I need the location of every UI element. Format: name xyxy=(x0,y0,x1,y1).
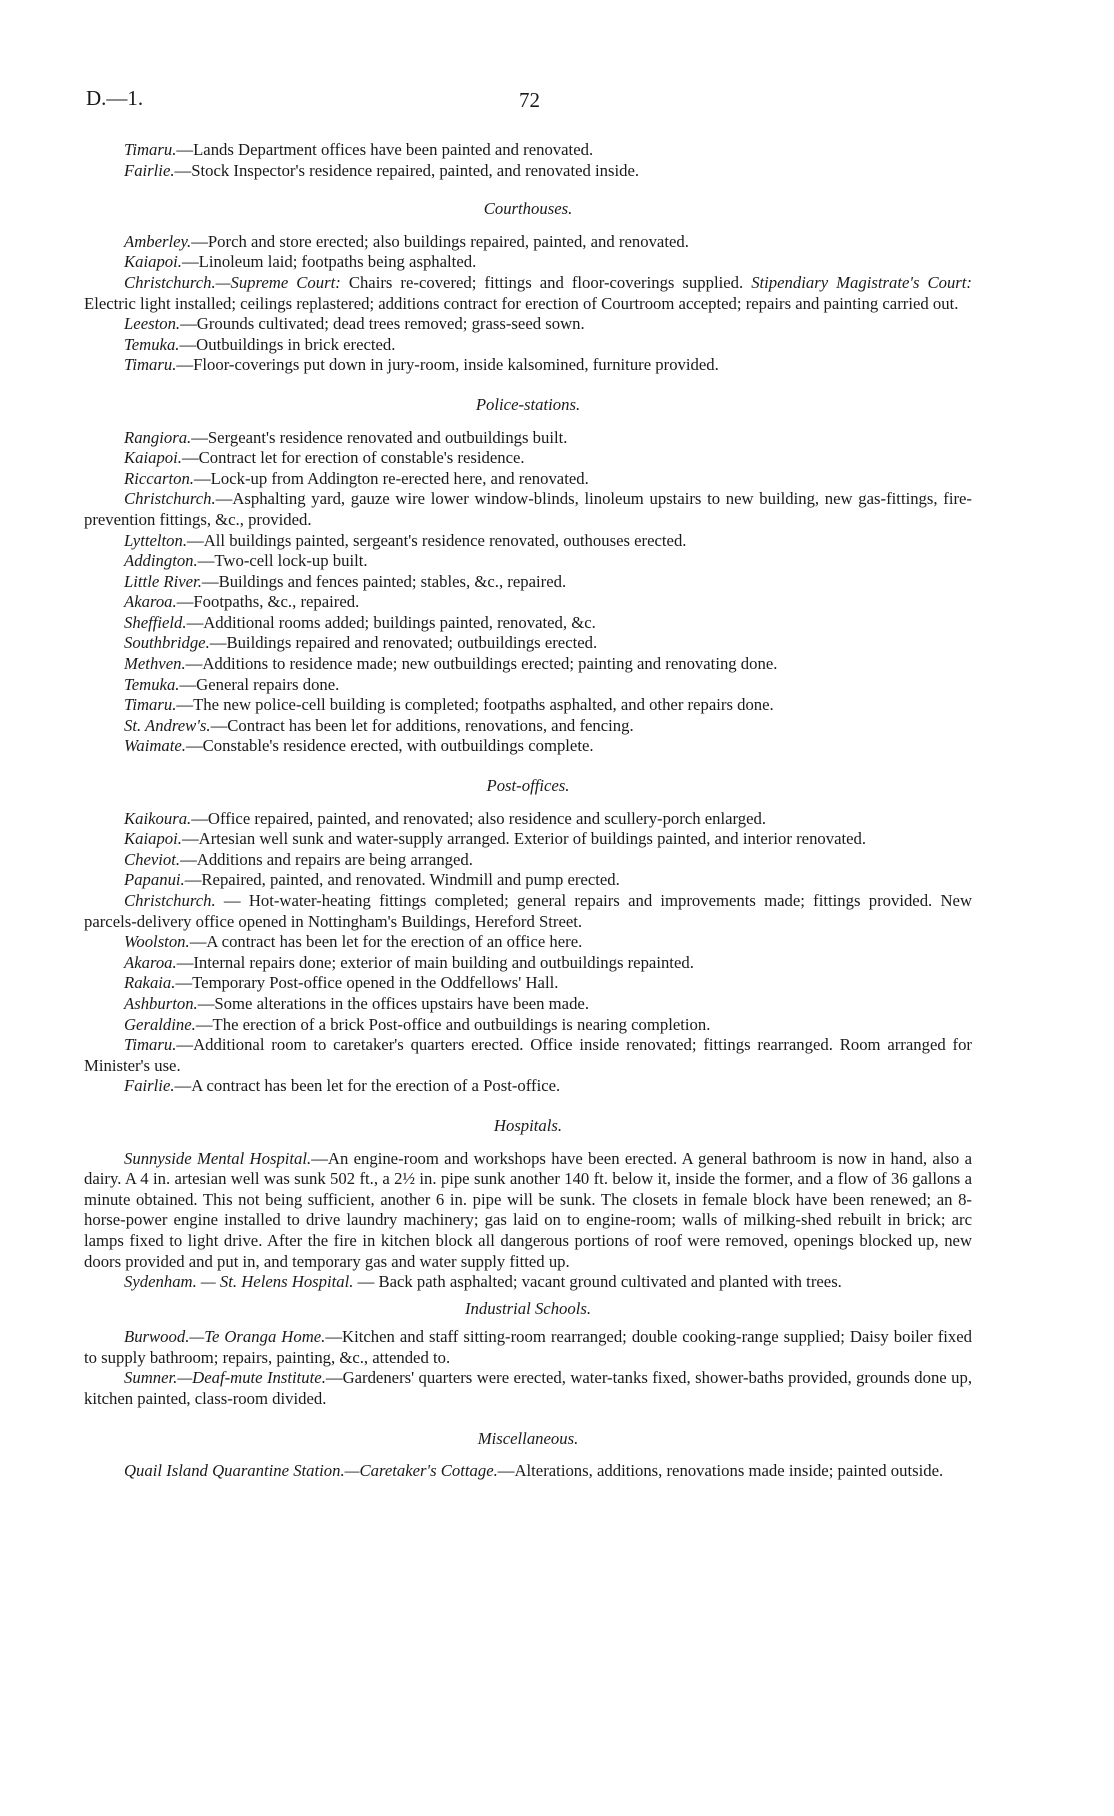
police-item: Southbridge.—Buildings repaired and renovated; outbuildings erected. xyxy=(124,633,598,653)
industrial-item: Sumner.—Deaf-mute Institute.—Gardeners' quarters were erected, water-tanks fixed, shower-baths provided, grounds done up, kitchen painted, class-room divided. xyxy=(84,1368,972,1409)
post-item: Akaroa.—Internal repairs done; exterior of main building and outbuildings repainted. xyxy=(124,952,694,972)
police-item: St. Andrew's.—Contract has been let for additions, renovations, and fencing. xyxy=(124,715,634,735)
document-reference: D.—1. xyxy=(86,86,144,110)
post-item: Kaiapoi.—Artesian well sunk and water-supply arranged. Exterior of buildings painted, and interior renovated. xyxy=(124,829,867,849)
police-item: Sheffield.—Additional rooms added; buildings painted, renovated, &c. xyxy=(124,612,596,632)
post-item: Ashburton.—Some alterations in the offices upstairs have been made. xyxy=(124,993,589,1013)
post-item: Timaru.—Additional room to caretaker's quarters erected. Office inside renovated; fittings rearranged. Room arranged for Minister's use. xyxy=(84,1035,972,1075)
post-item: Christchurch. — Hot-water-heating fittings completed; general repairs and improvements made; fittings provided. New parcels-delivery office opened in Nottingham's Buildings, Hereford Street. xyxy=(84,891,972,931)
post-item: Cheviot.—Additions and repairs are being arranged. xyxy=(124,849,473,869)
courthouse-item: Kaiapoi.—Linoleum laid; footpaths being asphalted. xyxy=(124,252,477,272)
courthouse-item: Leeston.—Grounds cultivated; dead trees removed; grass-seed sown. xyxy=(124,314,585,334)
courthouse-item: Timaru.—Floor-coverings put down in jury-room, inside kalsomined, furniture provided. xyxy=(124,355,719,375)
courthouse-item: Temuka.—Outbuildings in brick erected. xyxy=(124,334,396,354)
paragraph-timaru-lands: Timaru.—Lands Department offices have been painted and renovated. xyxy=(124,140,594,159)
police-item: Little River.—Buildings and fences painted; stables, &c., repaired. xyxy=(124,571,567,591)
police-item: Temuka.—General repairs done. xyxy=(124,674,340,694)
police-item: Addington.—Two-cell lock-up built. xyxy=(124,551,368,571)
courthouse-item: Amberley.—Porch and store erected; also buildings repaired, painted, and renovated. xyxy=(124,231,689,251)
police-item: Lyttelton.—All buildings painted, sergeant's residence renovated, outhouses erected. xyxy=(124,530,687,550)
heading-courthouses: Courthouses. xyxy=(483,199,573,219)
industrial-item: Burwood.—Te Oranga Home.—Kitchen and staff sitting-room rearranged; double cooking-range supplied; Daisy boiler fixed to supply bathroom; repairs, painting, &c., attended to. xyxy=(84,1327,973,1367)
post-item: Papanui.—Repaired, painted, and renovated. Windmill and pump erected. xyxy=(124,870,620,890)
police-item: Waimate.—Constable's residence erected, with outbuildings complete. xyxy=(124,736,594,756)
hospital-item-sydenham: Sydenham. — St. Helens Hospital. — Back path asphalted; vacant ground cultivated and planted with trees. xyxy=(124,1272,842,1292)
police-item: Riccarton.—Lock-up from Addington re-erected here, and renovated. xyxy=(124,468,589,488)
post-item: Fairlie.—A contract has been let for the erection of a Post-office. xyxy=(124,1076,561,1096)
misc-item-quail-island: Quail Island Quarantine Station.—Caretaker's Cottage.—Alterations, additions, renovations made inside; painted outside. xyxy=(124,1461,944,1481)
hospital-item-sunnyside: Sunnyside Mental Hospital.—An engine-room and workshops have been erected. A general bathroom is now in hand, also a dairy. A 4 in. artesian well was sunk 502 ft., a 2½ in. pipe sunk another 140 ft. below it, inside the former, and a flow of 36 gallons a minute obtained. This not being sufficient, another 6 in. pipe will be sunk. The closets in female block have been renewed; an 8-horse-power engine installed to drive laundry machinery; gas laid on to engine-room; walls of milking-shed rebuilt in brick; arc lamps fixed to light drive. After the fire in kitchen block all dangerous portions of roof were removed, openings blocked up, new doors provided and put in, and temporary gas and water supply fitted up. xyxy=(84,1148,972,1271)
heading-hospitals: Hospitals. xyxy=(493,1115,563,1135)
page-body xyxy=(84,140,972,1482)
page-number: 72 xyxy=(519,88,540,112)
post-item: Woolston.—A contract has been let for the erection of an office here. xyxy=(124,932,583,952)
police-item: Rangiora.—Sergeant's residence renovated and outbuildings built. xyxy=(124,427,568,447)
heading-police-stations: Police-stations. xyxy=(475,394,581,414)
police-item: Timaru.—The new police-cell building is completed; footpaths asphalted, and other repairs done. xyxy=(124,695,774,715)
post-item: Kaikoura.—Office repaired, painted, and renovated; also residence and scullery-porch enlarged. xyxy=(124,808,767,828)
police-item: Kaiapoi.—Contract let for erection of constable's residence. xyxy=(124,448,525,468)
police-item: Akaroa.—Footpaths, &c., repaired. xyxy=(124,592,360,612)
post-item: Rakaia.—Temporary Post-office opened in the Oddfellows' Hall. xyxy=(124,973,559,993)
paragraph-fairlie-stock: Fairlie.—Stock Inspector's residence repaired, painted, and renovated inside. xyxy=(124,160,640,180)
heading-miscellaneous: Miscellaneous. xyxy=(477,1428,579,1448)
police-item: Methven.—Additions to residence made; new outbuildings erected; painting and renovating done. xyxy=(124,654,778,674)
police-item: Christchurch.—Asphalting yard, gauze wire lower window-blinds, linoleum upstairs to new building, new gas-fittings, fire-prevention fittings, &c., provided. xyxy=(84,489,972,529)
fraction-half: ½ xyxy=(402,1169,415,1189)
courthouse-item: Christchurch.—Supreme Court: Chairs re-covered; fittings and floor-coverings supplied. Stipendiary Magistrate's Court: Electric light installed; ceilings replastered; additions contract for erection of Courtroom accepted; repairs and painting carried out. xyxy=(84,272,972,313)
heading-post-offices: Post-offices. xyxy=(486,776,570,796)
post-item: Geraldine.—The erection of a brick Post-office and outbuildings is nearing completion. xyxy=(124,1014,711,1034)
heading-industrial-schools: Industrial Schools. xyxy=(464,1298,592,1318)
